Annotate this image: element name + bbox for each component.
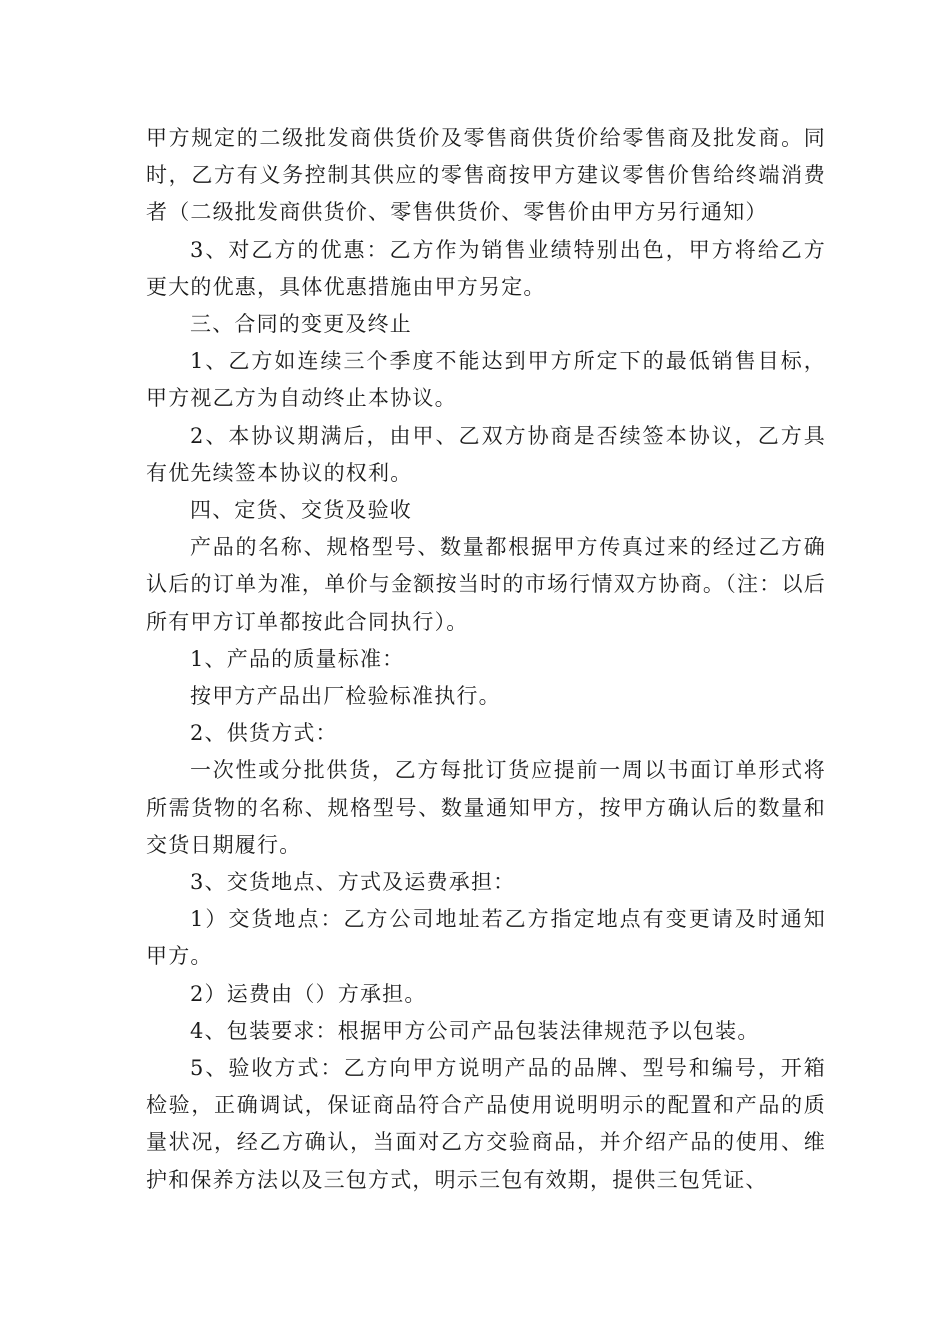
paragraph: 产品的名称、规格型号、数量都根据甲方传真过来的经过乙方确认后的订单为准，单价与金额按当时的市场行情双方协商。（注：以后所有甲方订单都按此合同执行）。 [146,535,826,634]
paragraph: 1、产品的质量标准： [190,646,405,671]
paragraph: 2）运费由（）方承担。 [190,981,427,1006]
paragraph: 甲方规定的二级批发商供货价及零售商供货价给零售商及批发商。同时，乙方有义务控制其供应的零售商按甲方建议零售价售给终端消费者（二级批发商供货价、零售供货价、零售价由甲方另行通知） [146,126,826,225]
paragraph: 2、本协议期满后，由甲、乙双方协商是否续签本协议，乙方具有优先续签本协议的权利。 [146,423,826,485]
section-heading: 四、定货、交货及验收 [190,498,412,523]
paragraph: 3、对乙方的优惠：乙方作为销售业绩特别出色，甲方将给乙方更大的优惠，具体优惠措施由甲方另定。 [146,237,826,299]
paragraph: 5、验收方式：乙方向甲方说明产品的品牌、型号和编号，开箱检验，正确调试，保证商品符合产品使用说明明示的配置和产品的质量状况，经乙方确认，当面对乙方交验商品，并介绍产品的使用、维护和保养方法以及三包方式，明示三包有效期，提供三包凭证、 [146,1056,826,1192]
paragraph: 2、供货方式： [190,721,338,746]
document-body [146,120,826,1199]
paragraph: 4、包装要求：根据甲方公司产品包装法律规范予以包装。 [190,1018,760,1043]
paragraph: 1）交货地点：乙方公司地址若乙方指定地点有变更请及时通知甲方。 [146,907,826,969]
paragraph: 3、交货地点、方式及运费承担： [190,870,516,895]
paragraph: 按甲方产品出厂检验标准执行。 [190,684,501,709]
paragraph: 1、乙方如连续三个季度不能达到甲方所定下的最低销售目标，甲方视乙方为自动终止本协议。 [146,349,826,411]
section-heading: 三、合同的变更及终止 [190,312,412,337]
paragraph: 一次性或分批供货，乙方每批订货应提前一周以书面订单形式将所需货物的名称、规格型号、数量通知甲方，按甲方确认后的数量和交货日期履行。 [146,758,826,857]
